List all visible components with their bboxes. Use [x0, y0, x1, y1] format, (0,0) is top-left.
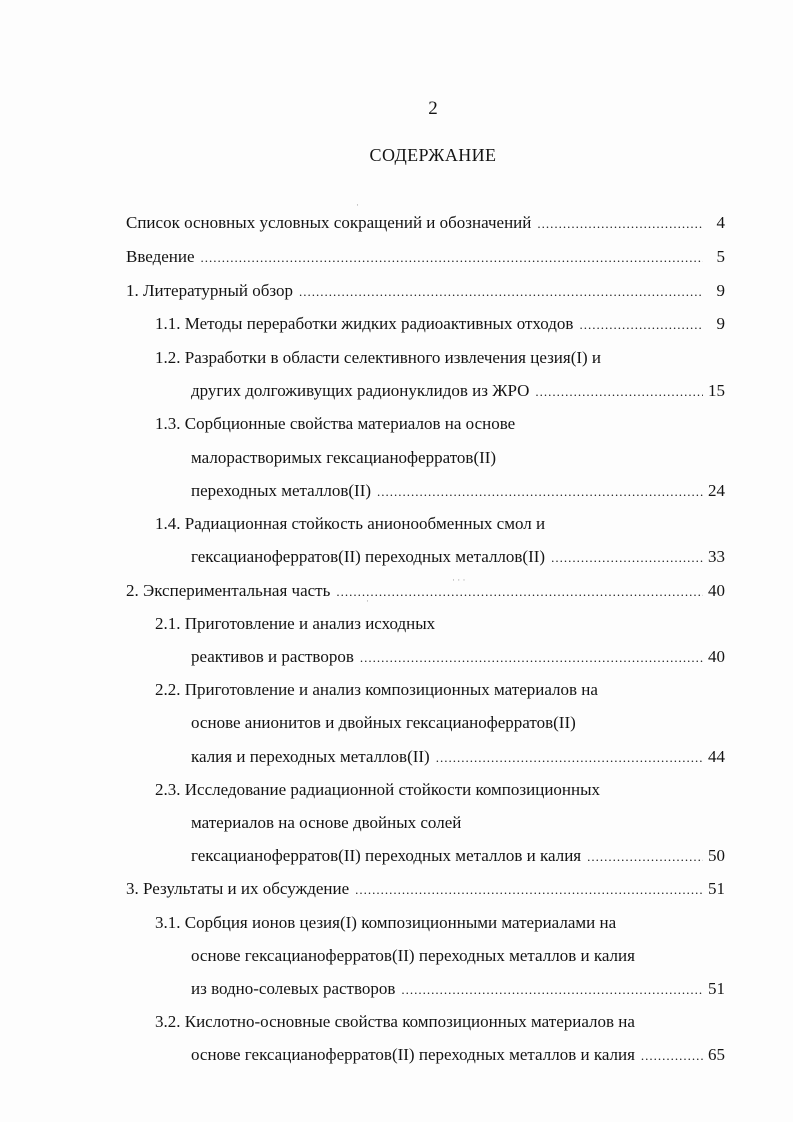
toc-entry-text: калия и переходных металлов(II)	[191, 747, 430, 766]
toc-entry	[155, 412, 725, 436]
toc-entry	[191, 446, 725, 470]
toc-entry-page: 9	[716, 281, 725, 300]
toc-entry-text: 1.1. Методы переработки жидких радиоактивных отходов	[155, 314, 574, 333]
toc-leader-dots	[336, 580, 703, 604]
toc-entry	[191, 745, 725, 769]
scan-speck: · · ·	[452, 575, 466, 585]
toc-entry-page: 5	[716, 247, 725, 266]
toc-entry-text: из водно-солевых растворов	[191, 979, 396, 998]
toc-entry	[126, 245, 725, 269]
toc-title: СОДЕРЖАНИЕ	[369, 145, 497, 165]
toc-entry-text: основе гексацианоферратов(II) переходных металлов и калия	[191, 946, 635, 965]
toc-entry-text: 3.1. Сорбция ионов цезия(I) композиционными материалами на	[155, 913, 617, 932]
toc-entry-text: переходных металлов(II)	[191, 481, 372, 500]
toc-entry	[155, 911, 725, 935]
toc-entry-text: 2. Экспериментальная часть	[126, 581, 331, 600]
toc-entry-text: реактивов и растворов	[191, 647, 354, 666]
toc-entry-page: 40	[708, 647, 725, 666]
toc-leader-dots	[587, 845, 703, 869]
toc-entry	[155, 512, 725, 536]
toc-leader-dots	[201, 246, 703, 270]
toc-entry	[155, 312, 725, 336]
toc-entry-page: 51	[708, 879, 725, 898]
toc-leader-dots	[377, 480, 703, 504]
toc-entry-text: Список основных условных сокращений и обозначений	[126, 213, 532, 232]
toc-entry-page: 51	[708, 979, 725, 998]
toc-entry	[155, 1010, 725, 1034]
toc-entry	[191, 645, 725, 669]
toc-entry	[191, 711, 725, 735]
toc-leader-dots	[401, 978, 703, 1002]
toc-entry-text: 1. Литературный обзор	[126, 281, 294, 300]
toc-entry-text: других долгоживущих радионуклидов из ЖРО	[191, 381, 530, 400]
toc-entry	[155, 612, 725, 636]
toc-entry	[191, 479, 725, 503]
toc-entry	[155, 346, 725, 370]
toc-entry	[126, 211, 725, 235]
toc-entry-text: материалов на основе двойных солей	[191, 813, 462, 832]
toc-entry-text: Введение	[126, 247, 195, 266]
toc-entry-text: основе гексацианоферратов(II) переходных металлов и калия	[191, 1045, 635, 1064]
toc-entry-text: 3. Результаты и их обсуждение	[126, 879, 350, 898]
toc-entry-text: 2.1. Приготовление и анализ исходных	[155, 614, 436, 633]
toc-entry-text: гексацианоферратов(II) переходных металлов и калия	[191, 846, 582, 865]
toc-entry-text: основе анионитов и двойных гексацианоферратов(II)	[191, 713, 576, 732]
toc-entry	[191, 844, 725, 868]
toc-entry	[191, 1043, 725, 1067]
scan-speck: ·	[366, 596, 369, 606]
toc-entry-text: 2.3. Исследование радиационной стойкости композиционных	[155, 780, 601, 799]
toc-leader-dots	[355, 878, 703, 902]
toc-leader-dots	[299, 280, 703, 304]
toc-leader-dots	[579, 313, 703, 337]
toc-entry	[126, 279, 725, 303]
toc-entry	[191, 977, 725, 1001]
toc-entry-text: 1.2. Разработки в области селективного извлечения цезия(I) и	[155, 348, 602, 367]
toc-entry	[126, 877, 725, 901]
toc-leader-dots	[535, 380, 703, 404]
toc-entry	[191, 545, 725, 569]
toc-entry-page: 33	[708, 547, 725, 566]
toc-entry-page: 24	[708, 481, 725, 500]
toc-leader-dots	[551, 546, 703, 570]
toc-entry	[191, 944, 725, 968]
toc-leader-dots	[641, 1044, 703, 1068]
toc-entry-text: 1.3. Сорбционные свойства материалов на основе	[155, 414, 516, 433]
toc-entry	[155, 678, 725, 702]
toc-entry	[155, 778, 725, 802]
toc-entry-page: 15	[708, 381, 725, 400]
toc-entry-text: 3.2. Кислотно-основные свойства композиционных материалов на	[155, 1012, 635, 1031]
toc-entry-page: 65	[708, 1045, 725, 1064]
page-number: 2	[428, 98, 438, 119]
toc-entry-page: 40	[708, 581, 725, 600]
scan-speck: ·	[356, 200, 359, 210]
toc-entry-text: гексацианоферратов(II) переходных металлов(II)	[191, 547, 546, 566]
toc-entry-page: 4	[716, 213, 725, 232]
toc-leader-dots	[360, 646, 703, 670]
toc-entry-text: 1.4. Радиационная стойкость анионообменных смол и	[155, 514, 546, 533]
toc-entry-page: 44	[708, 747, 725, 766]
toc-entry	[191, 379, 725, 403]
toc-leader-dots	[537, 212, 703, 236]
toc-entry-page: 50	[708, 846, 725, 865]
toc-leader-dots	[436, 746, 703, 770]
toc-entry	[126, 579, 725, 603]
toc-entry	[191, 811, 725, 835]
toc-entry-text: 2.2. Приготовление и анализ композиционных материалов на	[155, 680, 598, 699]
toc-entry-text: малорастворимых гексацианоферратов(II)	[191, 448, 497, 467]
toc-entry-page: 9	[716, 314, 725, 333]
